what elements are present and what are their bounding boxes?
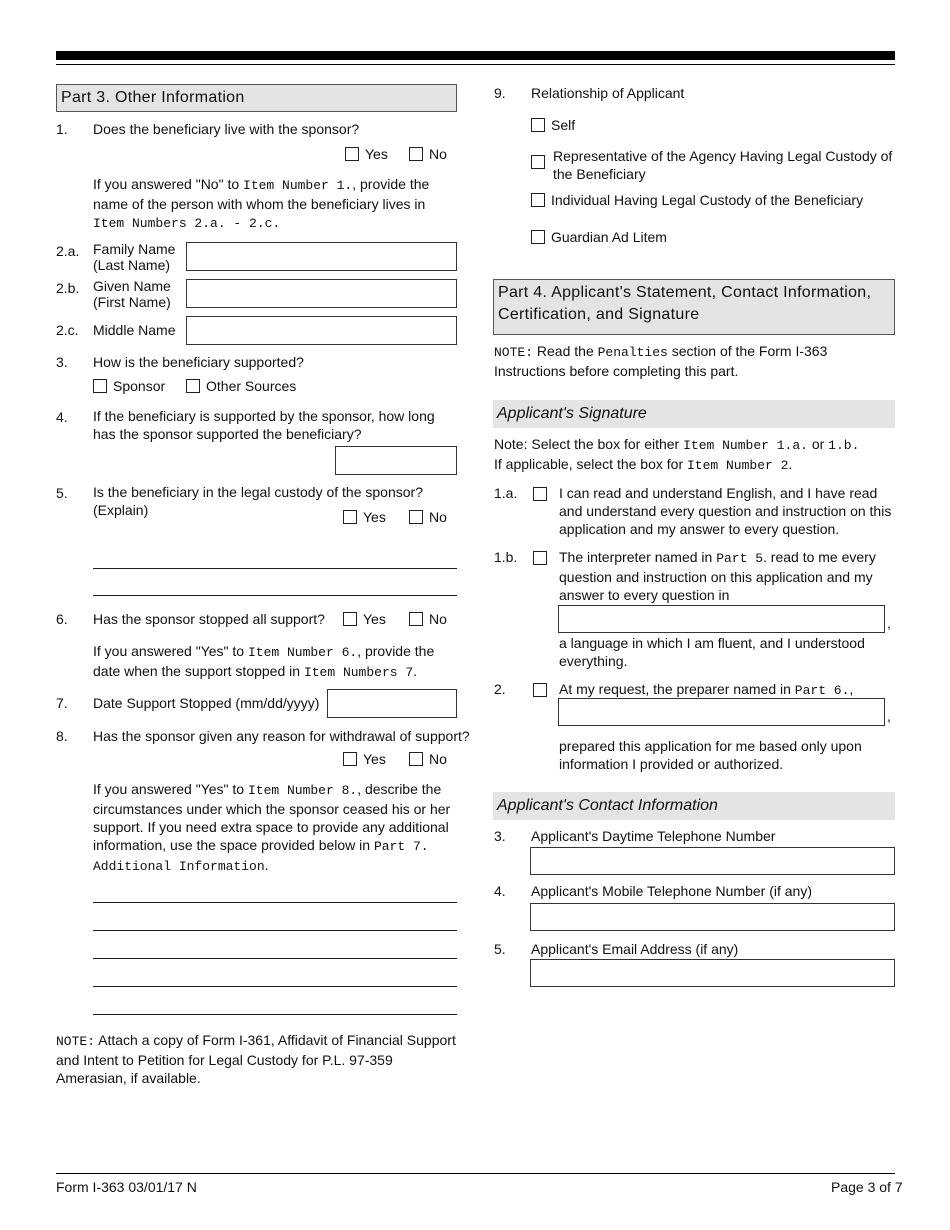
other-sources-checkbox[interactable]: [186, 379, 200, 393]
q8-no-checkbox[interactable]: [409, 752, 423, 766]
form-id: Form I-363 03/01/17 N: [56, 1179, 197, 1195]
sponsor-checkbox[interactable]: [93, 379, 107, 393]
q9-number: 9.: [494, 85, 506, 101]
left-note: NOTE: Attach a copy of Form I-361, Affidavit of Financial Support and Intent to Petition for Legal Custody for P.L. 97-359 Amerasian, if available.: [56, 1032, 456, 1086]
individual-custody-checkbox[interactable]: [531, 193, 545, 207]
q9-option-self[interactable]: Self: [531, 116, 575, 136]
q6-no-option[interactable]: No: [409, 610, 447, 630]
email-label: Applicant's Email Address (if any): [531, 941, 739, 957]
q1b-comma: ,: [887, 615, 891, 631]
q6-number: 6.: [56, 611, 68, 627]
self-checkbox[interactable]: [531, 118, 545, 132]
part4-note: NOTE: Read the Penalties section of the Form I-363 Instructions before completing this part.: [494, 343, 828, 379]
q8-yes-checkbox[interactable]: [343, 752, 357, 766]
q6-text: Has the sponsor stopped all support?: [93, 611, 325, 627]
q1-yes-checkbox[interactable]: [345, 147, 359, 161]
mobile-phone-input[interactable]: [530, 903, 895, 931]
q5-yes-checkbox[interactable]: [343, 510, 357, 524]
q3r-number: 3.: [494, 828, 506, 844]
q8-number: 8.: [56, 728, 68, 744]
footer-rule: [56, 1173, 895, 1174]
q1b-after-text: a language in which I am fluent, and I understood everything.: [559, 635, 865, 669]
family-name-input[interactable]: [186, 242, 457, 271]
signature-note: Note: Select the box for either Item Number 1.a. or 1.b. If applicable, select the box for Item Number 2.: [494, 436, 860, 473]
q9-option-agency: Representative of the Agency Having Legal Custody of the Beneficiary: [553, 148, 893, 182]
agency-representative-checkbox[interactable]: [531, 155, 545, 169]
date-support-stopped-input[interactable]: [327, 689, 457, 718]
preparer-input[interactable]: [558, 698, 885, 726]
q5-number: 5.: [56, 485, 68, 501]
q5-no-checkbox[interactable]: [409, 510, 423, 524]
mobile-phone-label: Applicant's Mobile Telephone Number (if any): [531, 883, 813, 899]
q4-number: 4.: [56, 409, 68, 425]
q8-explain-line-5[interactable]: [93, 1014, 457, 1015]
q5-yes-option[interactable]: Yes: [343, 508, 386, 528]
q7-number: 7.: [56, 695, 68, 711]
page-number: Page 3 of 7: [831, 1179, 903, 1195]
q5-no-option[interactable]: No: [409, 508, 447, 528]
q6-yes-option[interactable]: Yes: [343, 610, 386, 630]
q3-number: 3.: [56, 354, 68, 370]
q1a-checkbox[interactable]: [533, 487, 547, 501]
q1-text: Does the beneficiary live with the sponsor?: [93, 121, 360, 137]
q2a-label: Family Name (Last Name): [93, 241, 176, 273]
part4-header: Part 4. Applicant's Statement, Contact Information, Certification, and Signature: [493, 279, 895, 335]
q8-explain-line-3[interactable]: [93, 958, 457, 959]
given-name-input[interactable]: [186, 279, 457, 308]
email-input[interactable]: [530, 959, 895, 987]
guardian-ad-litem-checkbox[interactable]: [531, 230, 545, 244]
q2a-number: 2.a.: [56, 243, 80, 259]
q1a-text: I can read and understand English, and I have read and understand every question and instruction on this application and my answer to every question.: [559, 485, 892, 537]
top-rule-thin: [56, 64, 895, 65]
q9-option-individual[interactable]: Individual Having Legal Custody of the Beneficiary: [531, 191, 863, 211]
q5-text: Is the beneficiary in the legal custody of the sponsor? (Explain): [93, 484, 423, 518]
q2c-label: Middle Name: [93, 322, 176, 338]
q6-yes-checkbox[interactable]: [343, 612, 357, 626]
q4-text: If the beneficiary is supported by the sponsor, how long has the sponsor supported the beneficiary?: [93, 408, 435, 442]
q1-number: 1.: [56, 121, 68, 137]
support-duration-input[interactable]: [335, 446, 457, 475]
q2-text: At my request, the preparer named in Part 6.,: [559, 681, 854, 698]
applicant-contact-header: Applicant's Contact Information: [493, 792, 895, 820]
applicant-signature-header: Applicant's Signature: [493, 400, 895, 428]
q3-other-option[interactable]: Other Sources: [186, 377, 296, 397]
q9-option-guardian[interactable]: Guardian Ad Litem: [531, 228, 667, 248]
q8-explain-line-2[interactable]: [93, 930, 457, 931]
q2-after-text: prepared this application for me based only upon information I provided or authorized.: [559, 738, 862, 772]
part3-header: Part 3. Other Information: [56, 84, 457, 112]
interpreter-language-input[interactable]: [558, 605, 885, 633]
q1a-number: 1.a.: [494, 485, 518, 501]
top-rule-thick: [56, 51, 895, 60]
q5r-number: 5.: [494, 941, 506, 957]
q8-text: Has the sponsor given any reason for withdrawal of support?: [93, 728, 470, 744]
q7-label: Date Support Stopped (mm/dd/yyyy): [93, 695, 320, 711]
q1b-text: The interpreter named in Part 5. read to me every question and instruction on this application and my answer to every question in: [559, 549, 876, 603]
q5-explain-line-2[interactable]: [93, 595, 457, 596]
q6-no-checkbox[interactable]: [409, 612, 423, 626]
q2c-number: 2.c.: [56, 322, 79, 338]
q3-sponsor-option[interactable]: Sponsor: [93, 377, 165, 397]
q2-number: 2.: [494, 681, 506, 697]
q6-instruction: If you answered "Yes" to Item Number 6., provide the date when the support stopped in Item Numbers 7.: [93, 643, 435, 680]
q1-instruction: If you answered "No" to Item Number 1., provide the name of the person with whom the beneficiary lives in Item Numbers 2.a. - 2.c.: [93, 176, 430, 231]
q8-yes-option[interactable]: Yes: [343, 750, 386, 770]
q2-checkbox[interactable]: [533, 683, 547, 697]
middle-name-input[interactable]: [186, 316, 457, 345]
q2b-label: Given Name (First Name): [93, 278, 171, 310]
q4r-number: 4.: [494, 883, 506, 899]
q1-yes-option[interactable]: Yes: [345, 145, 388, 165]
q8-no-option[interactable]: No: [409, 750, 447, 770]
q3-text: How is the beneficiary supported?: [93, 354, 304, 370]
q8-explain-line-1[interactable]: [93, 902, 457, 903]
q2b-number: 2.b.: [56, 280, 80, 296]
q1-no-option[interactable]: No: [409, 145, 447, 165]
q5-explain-line-1[interactable]: [93, 568, 457, 569]
q2-comma: ,: [887, 708, 891, 724]
q9-text: Relationship of Applicant: [531, 85, 685, 101]
q8-instruction: If you answered "Yes" to Item Number 8., describe the circumstances under which the sponsor ceased his or her support. If you need extra space to provide any additional information, use the space provided below in Part 7. Additional Information.: [93, 781, 451, 874]
q8-explain-line-4[interactable]: [93, 986, 457, 987]
daytime-phone-label: Applicant's Daytime Telephone Number: [531, 828, 776, 844]
q1b-number: 1.b.: [494, 549, 518, 565]
q1b-checkbox[interactable]: [533, 551, 547, 565]
q1-no-checkbox[interactable]: [409, 147, 423, 161]
daytime-phone-input[interactable]: [530, 847, 895, 875]
